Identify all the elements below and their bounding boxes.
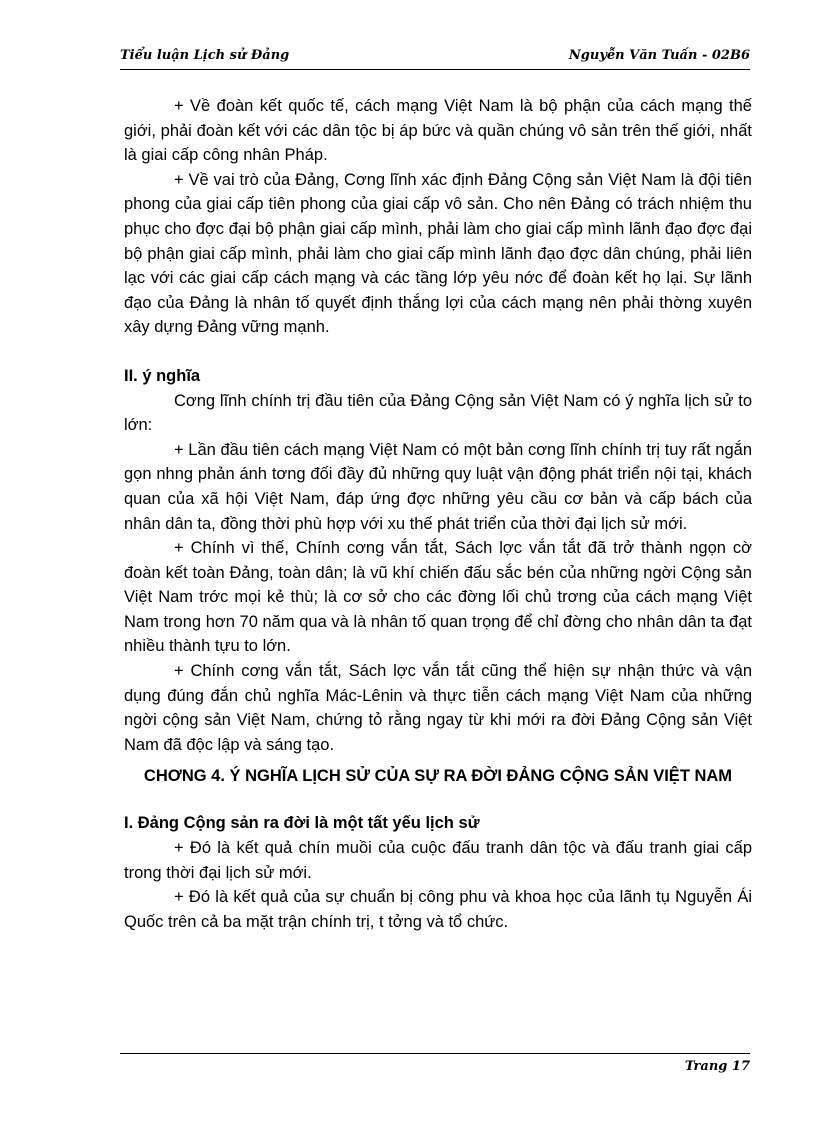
header-author: Nguyễn Văn Tuấn - 02B6 [568, 48, 750, 63]
page-number: Trang 17 [684, 1059, 750, 1074]
document-body [124, 94, 752, 934]
section-heading-significance: II. ý nghĩa [124, 366, 201, 385]
chapter-heading: CHƠNG 4. Ý NGHĨA LỊCH SỬ CỦA SỰ RA ĐỜI ĐẢNG CỘNG SẢN VIỆT NAM [143, 767, 733, 786]
header-title: Tiểu luận Lịch sử Đảng [120, 48, 290, 63]
paragraph-result-of-preparation: + Đó là kết quả của sự chuẩn bị công phu và khoa học của lãnh tụ Nguyễn Ái Quốc trên cả ba mặt trận chính trị, t tởng và tổ chức. [124, 888, 752, 931]
paragraph-marxism-application: + Chính cơng vắn tắt, Sách lợc vắn tắt cũng thể hiện sự nhận thức và vận dụng đúng đắn chủ nghĩa Mác-Lênin và thực tiễn cách mạng Việt Nam của những ngời cộng sản Việt Nam, chứng tỏ rằng ngay từ khi mới ra đời Đảng Cộng sản Việt Nam đã độc lập và sáng tạo. [124, 662, 752, 754]
paragraph-significance-intro: Cơng lĩnh chính trị đầu tiên của Đảng Cộng sản Việt Nam có ý nghĩa lịch sử to lớn: [124, 391, 752, 435]
paragraph-banner-of-unity: + Chính vì thế, Chính cơng vắn tắt, Sách lợc vắn tắt đã trở thành ngọn cờ đoàn kết toàn Đảng, toàn dân; là vũ khí chiến đấu sắc bén của những ngời Cộng sản Việt Nam trớc mọi kẻ thù; là cơ sở cho các đờng lối chủ trơng của cách mạng Việt Nam trong hơn 70 năm qua và là nhân tố quan trọng để chỉ đờng cho nhân dân ta đạt nhiều thành tựu to lớn. [124, 539, 752, 656]
spacer [124, 787, 752, 811]
paragraph-first-platform: + Lần đầu tiên cách mạng Việt Nam có một bản cơng lĩnh chính trị tuy rất ngắn gọn nhng phản ánh tơng đối đầy đủ những quy luật vận động phát triển nội tại, khách quan của xã hội Việt Nam, đáp ứng đợc những yêu cầu cơ bản và cấp bách của nhân dân ta, đồng thời phù hợp với xu thế phát triển của thời đại lịch sử mới. [124, 440, 752, 533]
header-rule [120, 69, 750, 70]
paragraph-international-solidarity: + Về đoàn kết quốc tế, cách mạng Việt Nam là bộ phận của cách mạng thế giới, phải đoàn kết với các dân tộc bị áp bức và quần chúng vô sản trên thế giới, nhất là giai cấp công nhân Pháp. [124, 97, 752, 165]
section-heading-historical-necessity: I. Đảng Cộng sản ra đời là một tất yếu lịch sử [124, 814, 480, 833]
footer-rule [120, 1053, 750, 1054]
page-header [120, 46, 750, 68]
paragraph-result-of-struggle: + Đó là kết quả chín muồi của cuộc đấu tranh dân tộc và đấu tranh giai cấp trong thời đại lịch sử mới. [124, 839, 752, 882]
spacer [124, 340, 752, 364]
paragraph-party-role: + Về vai trò của Đảng, Cơng lĩnh xác định Đảng Cộng sản Việt Nam là đội tiên phong của giai cấp tiên phong của giai cấp vô sản. Cho nên Đảng có trách nhiệm thu phục cho đợc đại bộ phận giai cấp mình, phải làm cho giai cấp mình lãnh đạo đợc đại bộ phận giai cấp mình, phải làm cho giai cấp mình lãnh đạo đợc dân chúng, phải liên lạc với các giai cấp cách mạng và các tầng lớp yêu nớc để đoàn kết họ lại. Sự lãnh đạo của Đảng là nhân tố quyết định thắng lợi của cách mạng nên phải thờng xuyên xây dựng Đảng vững mạnh. [124, 170, 752, 337]
